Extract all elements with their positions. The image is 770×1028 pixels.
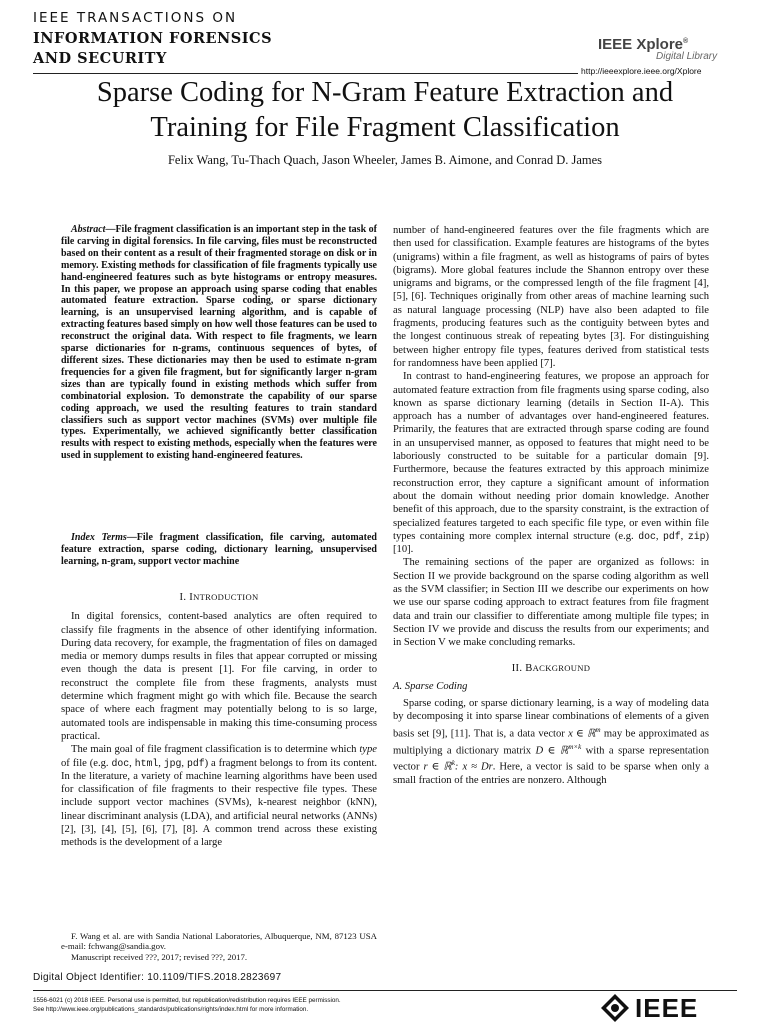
abstract-text: —File fragment classification is an important step in the task of file carving in digital forensics. In file carving, files must be reconstructed based on their content as a result of their fragmented storage on disk or in memory. Existing methods for classification of file fragments typically use hand-engineered features such as byte histograms or entropy measures. In this paper, we propose an approach using sparse coding that enables automated feature extraction. Sparse coding, or sparse dictionary learning, is an unsupervised learning algorithm, and is capable of extracting features based simply on how well those features can be used to reconstruct the original data. With respect to file fragments, we learn sparse dictionaries for n-grams, continuous sequences of bytes, of different sizes. These dictionaries may then be used to estimate n-gram frequencies for a given file fragment, but for significantly larger n-gram sizes than are typically found in existing methods which suffer from combinatorial explosion. To demonstrate the capability of our sparse coding approach, we used the resulting features to train standard classifiers such as support vector machines (SVMs) over multiple file types. Experimentally, we achieved significantly better classification results with respect to existing methods, especially when the features were used in supplement to existing hand-engineered features. — [61, 224, 377, 462]
introduction-section — [61, 591, 377, 850]
copyright-notice — [33, 996, 341, 1014]
ieee-logo: IEEE — [635, 993, 699, 1023]
intro-paragraph-2: The main goal of file fragment classification is to determine which type of file (e.g. doc, html, jpg, pdf) a fragment belongs to from its content. In the literature, a variety of machine learning algorithms have been used for classification of file fragments to their respective file types. These include support vector machines (SVMs), k-nearest neighbor (kNN), linear discriminant analysis (LDA), and artificial neural networks (ANNs) [2], [3], [4], [5], [6], [7], [8]. A common trend across these existing methods is the development of a large — [61, 744, 378, 849]
background-paragraph-1: Sparse coding, or sparse dictionary learning, is a way of modeling data by decomposing it into sparse linear combinations of elements of a given basis set [9], [11]. That is, a data vector x ∈ ℝ$^m$ may be approximated as multiplying a dictionary matrix D ∈ ℝ$^{m\times k}$ with a sparse representation vector r ∈ ℝ$^k$: x ≈ Dr. Here, a vector is said to be sparse when only a small fraction of the entries are nonzero. Although — [393, 698, 710, 787]
abstract-label: Abstract — [71, 224, 106, 235]
header-rule — [33, 73, 578, 74]
title-line-1: Sparse Coding for N-Gram Feature Extraction and — [96, 77, 674, 108]
journal-name-line1: IEEE TRANSACTIONS ON — [33, 10, 238, 26]
journal-name — [33, 29, 272, 69]
digital-library-label: Digital Library — [656, 51, 718, 62]
manuscript-dates: Manuscript received ???, 2017; revised ???, 2017. — [71, 951, 248, 962]
footer-rule — [33, 990, 737, 991]
doi-line: Digital Object Identifier: 10.1109/TIFS.2018.2823697 — [33, 972, 282, 983]
intro-paragraph-4: In contrast to hand-engineering features, we propose an approach for automated feature extraction from file fragments using sparse coding, also known as sparse dictionary learning (details in Section II-A). This approach has a number of advantages over hand-engineered features. Primarily, the features that are extracted through sparse coding are found in an unsupervised manner, as opposed to features that might need to be laboriously constructed to be suitable for a particular domain [9]. Furthermore, because the features extracted by this approach minimize reconstruction error, they capture a significant amount of information about the domain without needing prior domain knowledge. Another benefit of this approach, due to the sparsity constraint, is the extraction of specialized features targeted to each specific file type, or even within file types containing more complex internal structure (e.g. doc, pdf, zip) [10]. — [393, 371, 710, 556]
intro-paragraph-3: number of hand-engineered features over the file fragments which are then used for classification. Example features are histograms of the bytes (unigrams) within a file fragment, as well as histograms of pairs of bytes (bigrams). More global features include the Shannon entropy over these unigrams and bigrams, or the compressed length of the file fragment [4], [5], [6]. Techniques originally from other areas of machine learning such as natural language processing (NLP) have also been adapted to file fragments, producing features such as the contiguity between bytes and the longest continuous streak of repeating bytes [3]. For distinguishing between higher entropy file types, features derived from statistical tests for randomness have been applied [7]. — [393, 225, 709, 369]
ieee-diamond-icon — [600, 993, 630, 1023]
index-terms-label: Index Terms — [71, 532, 127, 543]
intro-paragraph-1: In digital forensics, content-based analytics are often required to classify file fragments in the absence of other identifying information. During data recovery, for example, the fragmentation of files on damaged media or memory dumps results in files that appear corrupted or missing even though the data is present [1]. For file carving, in order to reconstruct the complete file from these fragments, analysts must determine which fragment might go with which file. Because the search space of where each fragment may potentially belong to is so large, automated tools are indispensable in making this time-consuming process practical. — [61, 611, 377, 742]
right-column — [393, 224, 709, 787]
section-heading-background: II. BACKGROUND — [511, 662, 591, 674]
footnote — [61, 931, 377, 962]
title-line-2: Training for File Fragment Classification — [150, 112, 620, 143]
author-list: Felix Wang, Tu-Thach Quach, Jason Wheeler, James B. Aimone, and Conrad D. James — [167, 153, 603, 167]
subsection-heading-sparse-coding: A. Sparse Coding — [393, 680, 468, 692]
affiliation-footnote: F. Wang et al. are with Sandia National Laboratories, Albuquerque, NM, 87123 USA e-mail: fchwang@sandia.gov. — [61, 931, 377, 952]
abstract — [61, 224, 377, 462]
intro-paragraph-5: The remaining sections of the paper are organized as follows: in Section II we provide background on the sparse coding algorithm as well as the SVM classifier; in Section III we describe our experiments on how we use our sparse coding approach to extract features from file fragment data and train our classifier to differentiate among multiple file types; in Section IV we provide and discuss the results from our experiments; and in Section V we make concluding remarks. — [393, 557, 709, 649]
copyright-line-1: 1556-6021 (c) 2018 IEEE. Personal use is permitted, but republication/redistribution requires IEEE permission. — [33, 997, 341, 1004]
journal-name-line2: INFORMATION FORENSICS — [33, 30, 273, 47]
journal-name-line3: AND SECURITY — [33, 50, 167, 67]
index-terms — [61, 532, 377, 568]
copyright-line-2: See http://www.ieee.org/publications_standards/publications/rights/index.html for more information. — [33, 1006, 309, 1013]
xplore-url[interactable]: http://ieeexplore.ieee.org/Xplore — [581, 66, 702, 76]
paper-title — [20, 75, 750, 145]
ieee-xplore-logo: IEEE Xplore® — [598, 36, 689, 53]
section-heading-introduction: I. INTRODUCTION — [179, 592, 259, 603]
index-terms-text: —File fragment classification, file carving, automated feature extraction, sparse coding, dictionary learning, unsupervised learning, n-gram, support vector machine — [61, 532, 377, 567]
